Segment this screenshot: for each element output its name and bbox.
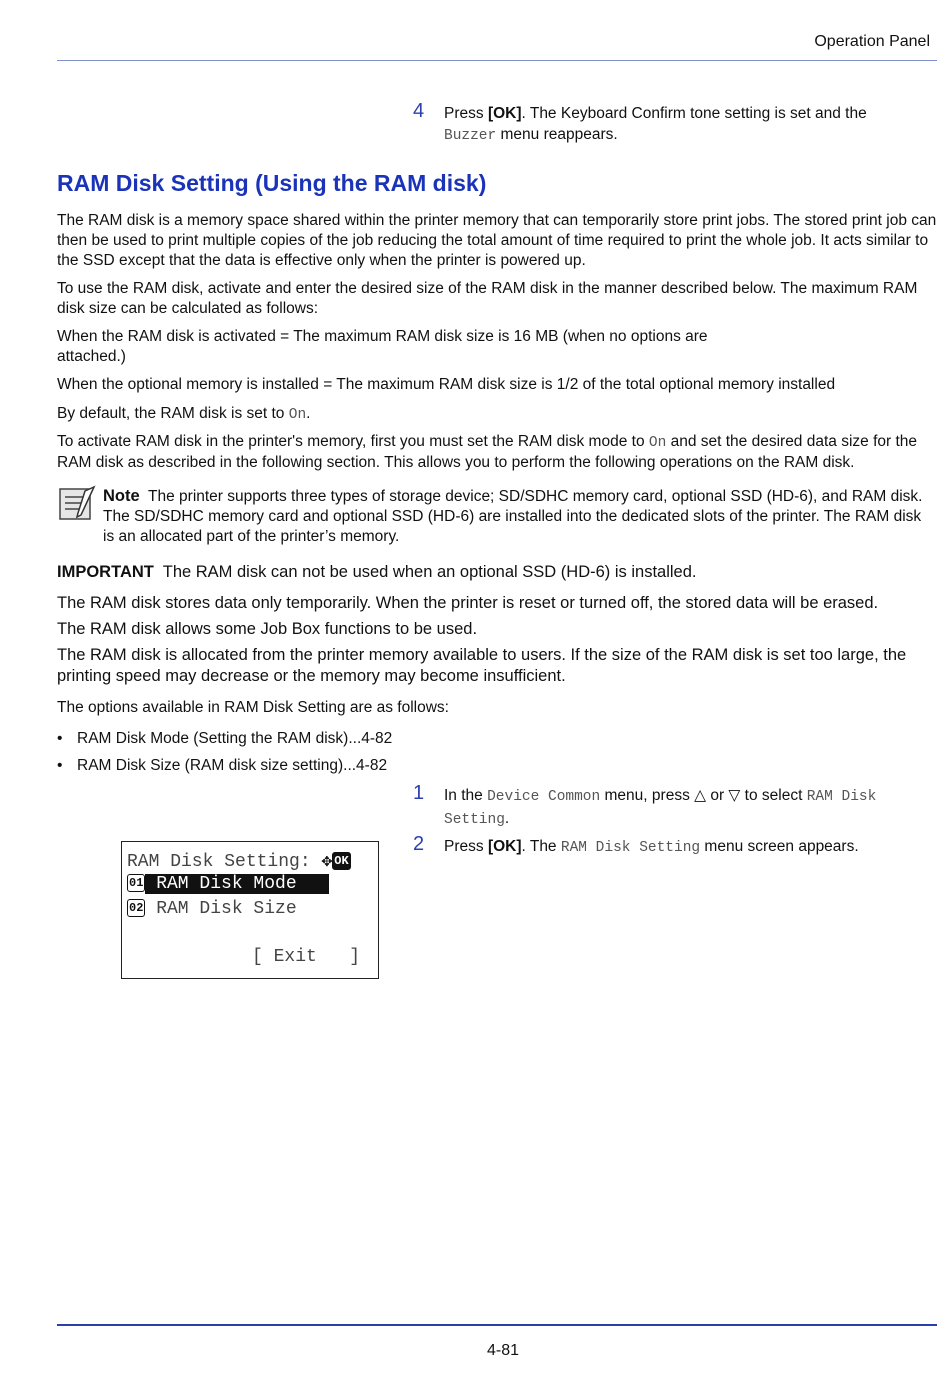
paragraph-line: .	[306, 405, 311, 422]
important-line-2: The RAM disk stores data only temporarily. When the printer is reset or turned off, the stored data will be erased.	[57, 594, 879, 612]
menu-name-code: Buzzer	[444, 128, 497, 144]
bullet: •	[57, 730, 63, 747]
paragraph-default	[57, 404, 937, 425]
bullet: •	[57, 757, 63, 774]
important-line-1	[57, 562, 937, 583]
paragraph-intro: The RAM disk is a memory space shared within the printer memory that can temporarily store print jobs. The stored print job can then be used to print multiple copies of the job reducing the total amount of time required to print the whole job. It acts similar to the SSD except that the data is effective only when the printer is powered up.	[57, 212, 937, 269]
important-label: IMPORTANT	[57, 563, 154, 581]
step-text-part: Press	[444, 105, 488, 122]
note-icon	[57, 485, 97, 523]
header-rule	[57, 60, 937, 61]
ok-key-label: [OK]	[487, 105, 522, 122]
paragraph-line: By default, the RAM disk is set to	[57, 405, 289, 422]
paragraph-line: attached.)	[57, 348, 126, 365]
step-text	[444, 836, 934, 859]
step-text	[444, 103, 924, 147]
important-line-3: The RAM disk allows some Job Box functions to be used.	[57, 620, 478, 638]
note-text: The printer supports three types of storage device; SD/SDHC memory card, optional SSD (HD-6), and RAM disk. The SD/SDHC memory card and optional SSD (HD-6) are installed into the dedicated slots of the printer. The RAM disk is an allocated part of the printer’s memory.	[103, 488, 923, 545]
item-number-badge: 01	[129, 876, 144, 890]
important-line-4: The RAM disk is allocated from the printer memory available to users. If the size of the RAM disk is set too large, the printing speed may decrease or the memory may become insufficient.	[57, 646, 907, 685]
paragraph-line: To activate RAM disk in the printer's memory, first you must set the RAM disk mode to	[57, 433, 649, 450]
step-text-part: .	[504, 810, 510, 827]
lcd-menu-item-ram-disk-mode[interactable]	[127, 874, 329, 894]
lcd-menu-item-ram-disk-size[interactable]	[127, 899, 297, 919]
paragraph-usage: To use the RAM disk, activate and enter the desired size of the RAM disk in the manner described below. The maximum RAM disk size can be calculated as follows:	[57, 280, 918, 317]
step-text-part: . The Keyboard Confirm tone setting is set and the	[521, 105, 867, 122]
running-header: Operation Panel	[814, 33, 930, 50]
step-text-part: menu screen appears.	[700, 838, 859, 855]
menu-name-code: RAM Disk	[806, 789, 877, 805]
paragraph-line: and set the desired data size for the RAM disk as described in the following section. This allows you to perform the following operations on the RAM disk.	[57, 433, 918, 471]
lcd-screen	[121, 841, 379, 979]
list-item	[57, 756, 387, 776]
step-number: 2	[413, 833, 425, 855]
paragraph-max-size-default	[57, 327, 937, 367]
paragraph-max-size-optional: When the optional memory is installed = The maximum RAM disk size is 1/2 of the total optional memory installed	[57, 376, 836, 393]
ok-icon: OK	[334, 854, 349, 868]
note-label: Note	[103, 487, 140, 505]
options-intro: The options available in RAM Disk Setting are as follows:	[57, 699, 449, 716]
step-text-part: In the	[444, 787, 488, 804]
step-text-part: Press	[444, 838, 488, 855]
paragraph-line: When the RAM disk is activated = The maximum RAM disk size is 16 MB (when no options are	[57, 328, 708, 345]
step-number: 4	[413, 100, 425, 122]
lcd-exit-softkey[interactable]: [ Exit ]	[252, 947, 361, 967]
item-number-badge: 02	[129, 901, 144, 915]
option-link-ram-disk-mode[interactable]: RAM Disk Mode (Setting the RAM disk)...4-82	[77, 730, 393, 747]
value-code: On	[648, 435, 667, 451]
step-text-part: menu, press △ or ▽ to select	[600, 787, 807, 804]
menu-name-code: RAM Disk Setting	[560, 840, 701, 856]
note-block	[103, 486, 933, 547]
navigation-arrows-icon: ✥	[321, 852, 333, 872]
lcd-title: RAM Disk Setting:	[127, 852, 311, 872]
page-number: 4-81	[486, 1342, 520, 1359]
step-number: 1	[413, 782, 425, 804]
important-text: The RAM disk can not be used when an optional SSD (HD-6) is installed.	[162, 563, 697, 581]
menu-name-code: Device Common	[487, 789, 601, 805]
step-text-part: . The	[521, 838, 561, 855]
lcd-item-label: RAM Disk Size	[145, 899, 297, 919]
option-link-ram-disk-size[interactable]: RAM Disk Size (RAM disk size setting)...4-82	[77, 757, 388, 774]
paragraph-activate	[57, 432, 937, 473]
step-text	[444, 785, 934, 831]
lcd-title-row	[127, 850, 351, 872]
ok-key-label: [OK]	[487, 838, 522, 855]
footer-rule	[57, 1324, 937, 1326]
menu-name-code: Setting	[444, 812, 505, 828]
list-item	[57, 729, 392, 749]
section-title: RAM Disk Setting (Using the RAM disk)	[57, 170, 487, 196]
lcd-item-label: RAM Disk Mode	[145, 874, 330, 894]
value-code: On	[288, 407, 307, 423]
step-text-part: menu reappears.	[496, 126, 618, 143]
